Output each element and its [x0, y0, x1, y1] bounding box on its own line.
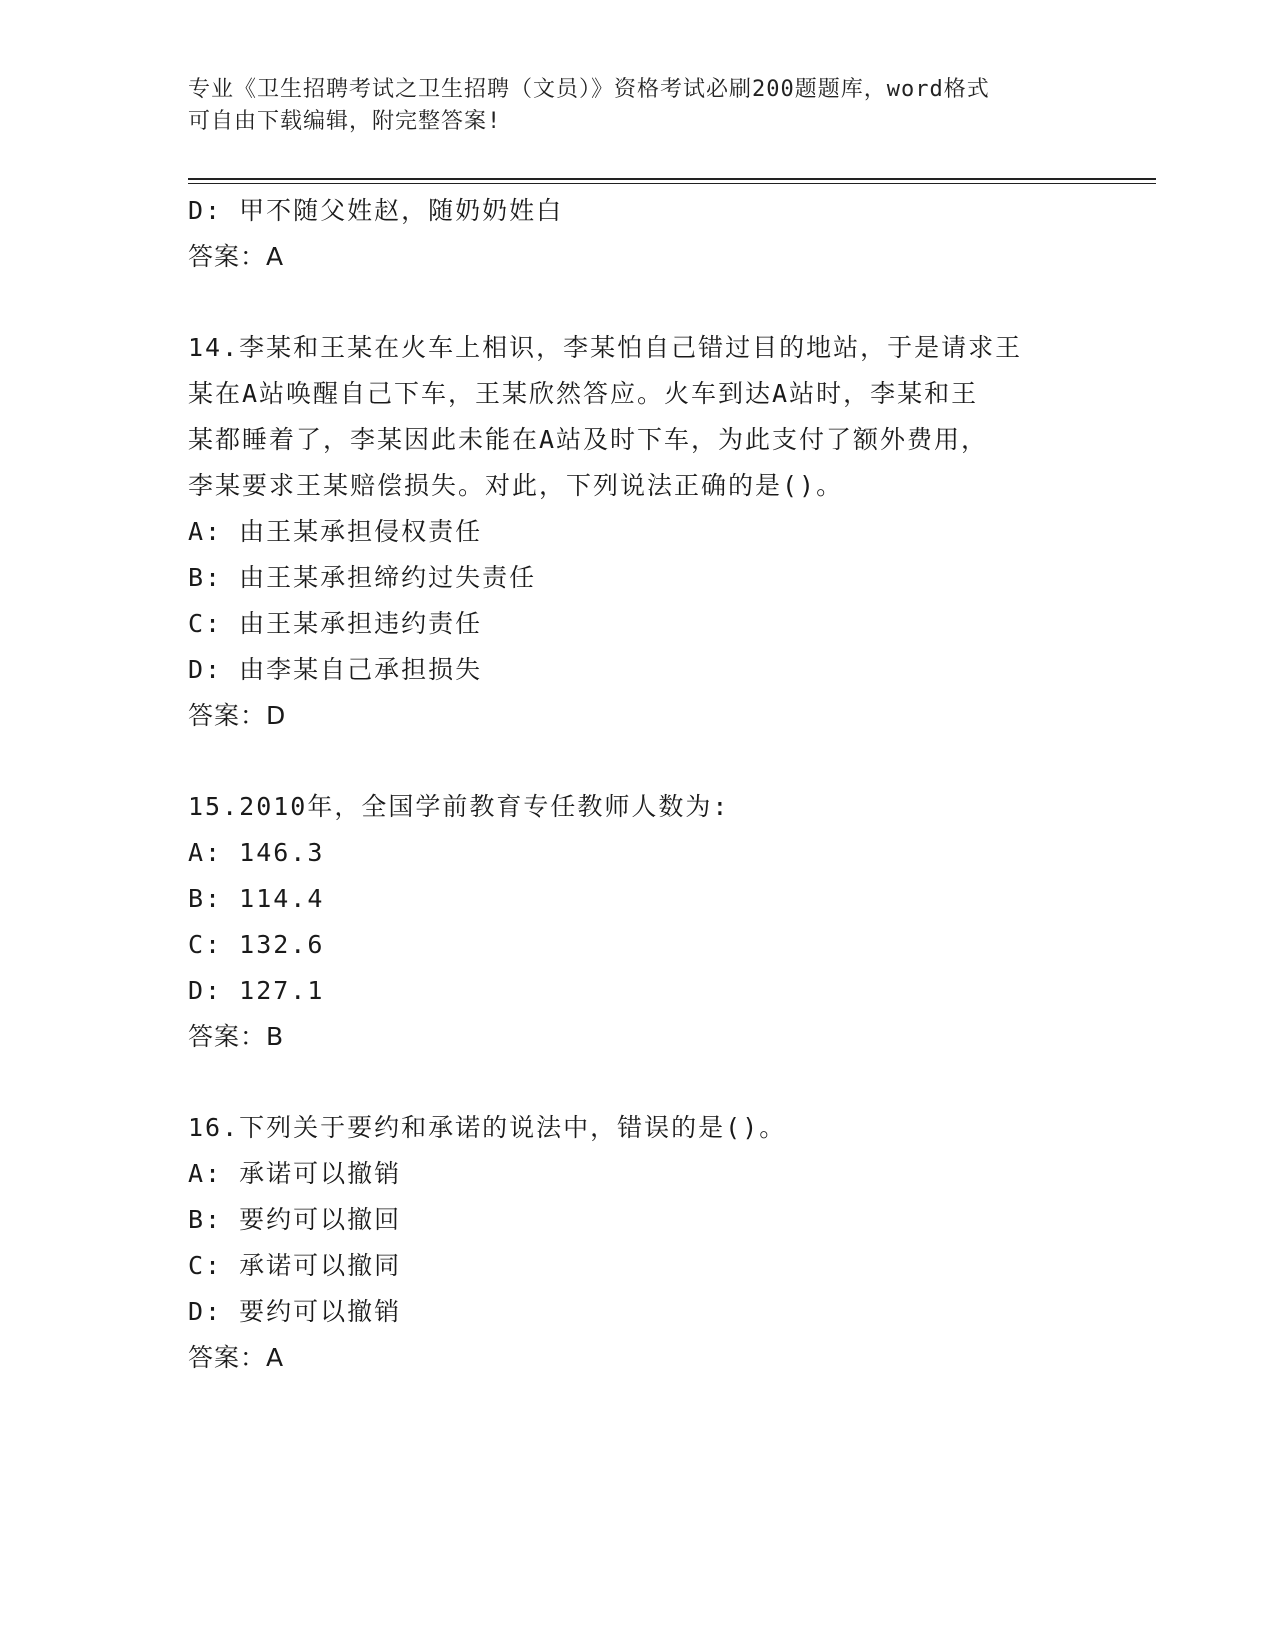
question-16-answer: 答案：A: [188, 1343, 285, 1372]
question-14: [188, 325, 1088, 739]
spacer: [188, 1060, 1088, 1105]
prev-option-d: D: 甲不随父姓赵，随奶奶姓白: [188, 196, 564, 225]
question-14-text-line-3: 某都睡着了，李某因此未能在A站及时下车，为此支付了额外费用，: [188, 425, 989, 454]
question-14-text-line-4: 李某要求王某赔偿损失。对此，下列说法正确的是()。: [188, 471, 844, 500]
question-15-option-b: B: 114.4: [188, 884, 325, 913]
question-15-option-c: C: 132.6: [188, 930, 325, 959]
question-14-option-c: C: 由王某承担违约责任: [188, 609, 483, 638]
question-16-option-d: D: 要约可以撤销: [188, 1297, 402, 1326]
question-16-option-c: C: 承诺可以撤同: [188, 1251, 402, 1280]
question-14-text-line-1: 14.李某和王某在火车上相识，李某怕自己错过目的地站，于是请求王: [188, 333, 1023, 362]
question-14-option-b: B: 由王某承担缔约过失责任: [188, 563, 537, 592]
header-rule-thick: [188, 178, 1156, 180]
spacer: [188, 739, 1088, 784]
question-16-text: 16.下列关于要约和承诺的说法中，错误的是()。: [188, 1113, 787, 1142]
question-14-option-a: A: 由王某承担侵权责任: [188, 517, 483, 546]
header-line-2: 可自由下载编辑，附完整答案!: [188, 109, 502, 134]
question-16-option-b: B: 要约可以撤回: [188, 1205, 402, 1234]
question-15-option-d: D: 127.1: [188, 976, 325, 1005]
question-15-option-a: A: 146.3: [188, 838, 325, 867]
document-header: [188, 74, 1088, 138]
question-14-option-d: D: 由李某自己承担损失: [188, 655, 483, 684]
question-16-option-a: A: 承诺可以撤销: [188, 1159, 402, 1188]
prev-answer: 答案：A: [188, 242, 285, 271]
header-line-1: 专业《卫生招聘考试之卫生招聘（文员）》资格考试必刷200题题库，word格式: [188, 77, 990, 102]
header-rule-thin: [188, 183, 1156, 184]
question-15-answer: 答案：B: [188, 1022, 285, 1051]
question-14-text-line-2: 某在A站唤醒自己下车，王某欣然答应。火车到达A站时，李某和王: [188, 379, 979, 408]
question-content: [188, 188, 1088, 1381]
question-15-text: 15.2010年，全国学前教育专任教师人数为:: [188, 792, 730, 821]
question-14-answer: 答案：D: [188, 701, 287, 730]
question-16: [188, 1105, 1088, 1381]
spacer: [188, 280, 1088, 325]
question-15: [188, 784, 1088, 1060]
